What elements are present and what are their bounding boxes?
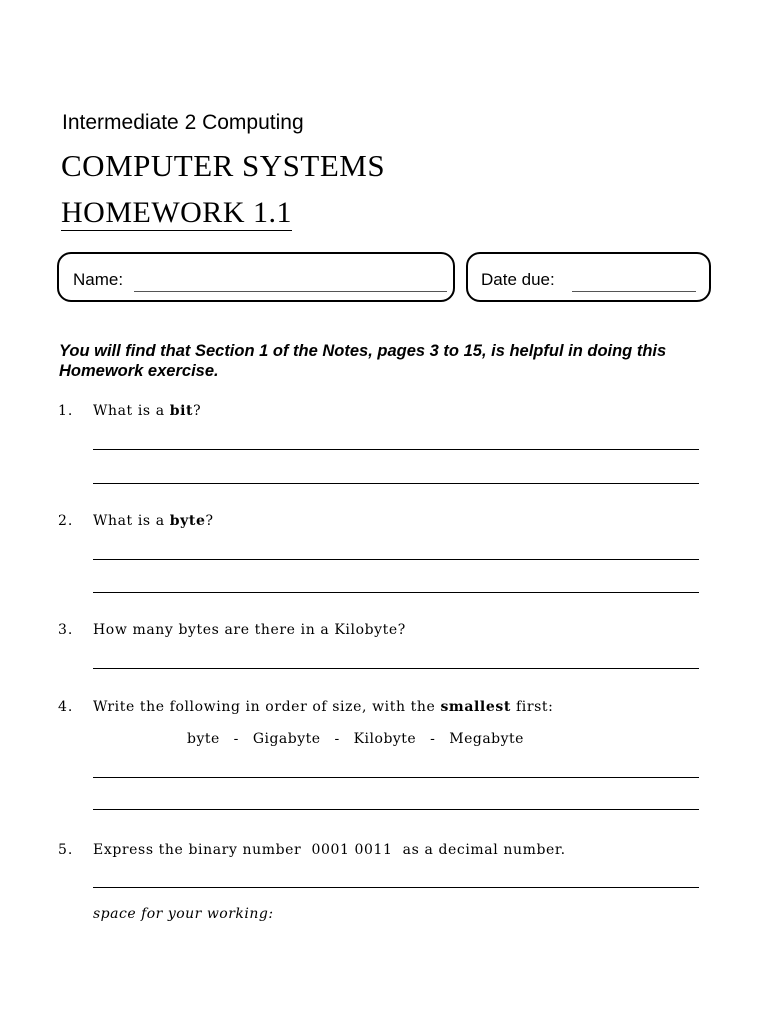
working-space-label: space for your working: [93,906,274,922]
answer-line[interactable] [93,887,699,888]
answer-line[interactable] [93,668,699,669]
answer-line[interactable] [93,483,699,484]
question-number: 4. [58,699,74,715]
question-text: What is a bit? [93,403,202,419]
question-number: 1. [58,403,74,419]
name-field[interactable] [134,291,447,292]
size-units-list: byte - Gigabyte - Kilobyte - Megabyte [187,731,524,747]
question-number: 5. [58,842,74,858]
page-title: COMPUTER SYSTEMS [61,148,386,183]
name-box [57,252,455,302]
question-text: Write the following in order of size, with the smallest first: [93,699,554,715]
question-text: How many bytes are there in a Kilobyte? [93,622,406,638]
subject-heading: Intermediate 2 Computing [62,111,304,134]
answer-line[interactable] [93,559,699,560]
instructions: You will find that Section 1 of the Notes, pages 3 to 15, is helpful in doing this Homework exercise. [59,342,667,380]
answer-line[interactable] [93,777,699,778]
homework-title: HOMEWORK 1.1 [61,196,292,229]
date-due-box [466,252,711,302]
question-text: What is a byte? [93,513,214,529]
question-number: 2. [58,513,74,529]
answer-line[interactable] [93,449,699,450]
name-label: Name: [73,270,124,289]
question-number: 3. [58,622,74,638]
date-due-field[interactable] [572,291,696,292]
question-text: Express the binary number 0001 0011 as a decimal number. [93,842,566,858]
answer-line[interactable] [93,809,699,810]
answer-line[interactable] [93,592,699,593]
date-due-label: Date due: [481,270,555,289]
